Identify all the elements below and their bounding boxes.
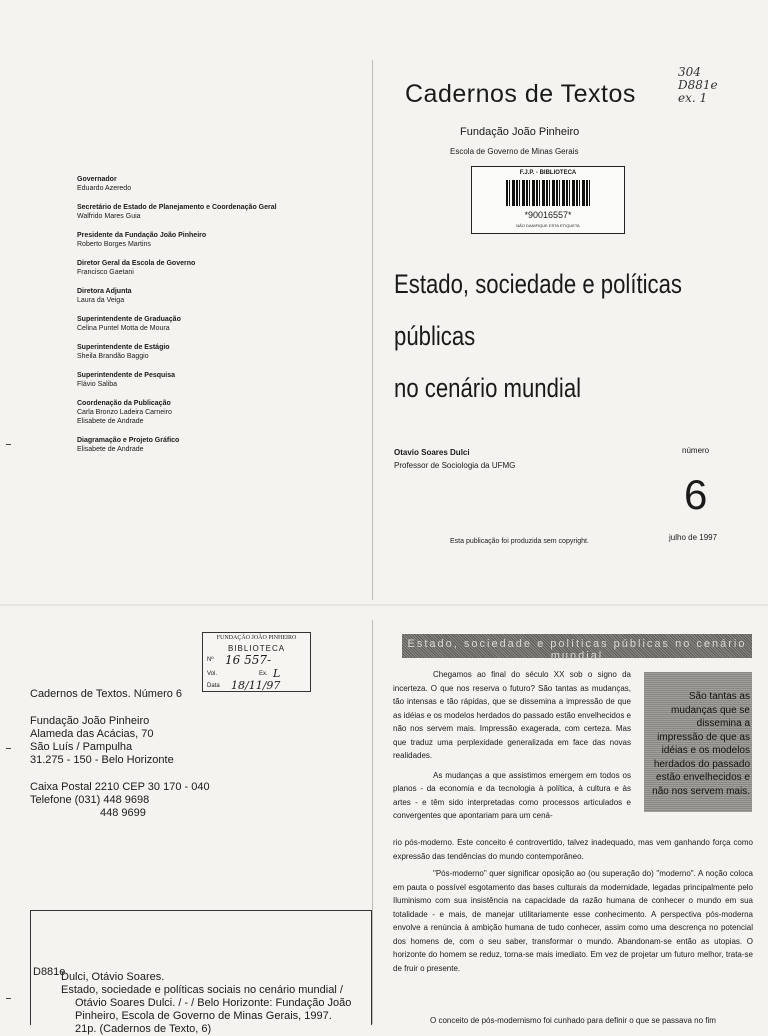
school-name: Escola de Governo de Minas Gerais	[450, 147, 579, 156]
paragraph: "Pós-moderno" quer significar oposição ao (ou superação do) "moderno". A noção coloca em pauta o possível esgotamento das bases culturais da modernidade, legadas principalmente pelo Iluminismo com sua insistência na capacidade da razão humana de conhecer o mundo em sua totalidade - e mais, de manejar utilitariamente esse conhecimento. A perspectiva pós-moderna envolve a renúncia à ambição humana de tudo conhecer, assim como uma descrença no potencial dos homens de, com o seu saber, transformar o mundo. Abandonam-se então as utopias. O horizonte do homem se reduz, torna-se mais imediato. Em vez de projetar um futuro melhor, trata-se de fruir o presente.	[393, 869, 753, 973]
catalog-code: D881e	[33, 966, 66, 978]
paragraph: rio pós-moderno. Este conceito é controvertido, talvez inadequado, mas vem ganhando força como expressão das tendências do mundo contemporâneo.	[393, 838, 753, 861]
stamp-date: 18/11/97	[231, 679, 281, 692]
paragraph: Chegamos ao final do século XX sob o signo da incerteza. O que nos reserva o futuro? São tantas as mudanças, tão intensas e tão rápidas, que se dissemina a impressão de que as idéias e os modelos herdados do passado estão envelhecidos e não nos servem mais. Impressão exagerada, com certeza. Mas que traduz uma perplexidade generalizada em face das novas realidades.	[393, 670, 631, 760]
barcode-icon	[506, 180, 592, 206]
handwritten-call-number: 304 D881e ex. 1	[678, 65, 718, 105]
credit-item: Superintendente de Estágio Sheila Brandão Baggio	[77, 344, 170, 360]
pull-quote: São tantas as mudanças que se dissemina a impressão de que as idéias e os modelos herdados do passado estão envelhecidos e não nos servem mais.	[644, 672, 752, 812]
credit-item: Governador Eduardo Azeredo	[77, 176, 132, 192]
credits-list	[77, 175, 347, 464]
address: Fundação João Pinheiro Alameda das Acácias, 70 São Luís / Pampulha 31.275 - 150 - Belo Horizonte	[30, 715, 174, 766]
issue-number-label: número	[682, 446, 710, 455]
page-fold	[372, 60, 373, 600]
label-warning: NÃO DANIFIQUE ESTA ETIQUETA	[516, 223, 580, 228]
library-barcode-label	[471, 166, 625, 234]
series-number: Cadernos de Textos. Número 6	[30, 688, 183, 700]
paragraph: As mudanças a que assistimos emergem em todos os planos - da economia e da tecnologia à política, à cultura e às artes - e têm sido interpretadas como processos articulados e convergentes que apontariam para um cená-	[393, 770, 631, 820]
label-header: F.J.P. - BIBLIOTECA	[519, 170, 577, 176]
scan-mark	[6, 998, 11, 999]
article-body-wide	[393, 836, 753, 975]
credit-item: Superintendente de Graduação Celina Puntel Motta de Moura	[77, 316, 181, 332]
copyright-note: Esta publicação foi produzida sem copyright.	[450, 538, 589, 545]
issue-number: 6	[684, 471, 708, 518]
credit-item: Presidente da Fundação João Pinheiro Roberto Borges Martins	[77, 232, 207, 248]
credit-item: Secretário de Estado de Planejamento e Coordenação Geral Walfrido Mares Guia	[77, 204, 277, 220]
foundation-name: Fundação João Pinheiro	[460, 126, 580, 138]
page-fold	[372, 620, 373, 1024]
series-title: Cadernos de Textos	[405, 80, 636, 108]
scan-mark	[6, 444, 11, 445]
credit-item: Superintendente de Pesquisa Flávio Saliba	[77, 372, 176, 388]
scan-mark	[6, 748, 11, 749]
article-title: Estado, sociedade e políticas públicas no cenário mundial	[394, 269, 683, 403]
catalog-entry: Dulci, Otávio Soares. Estado, sociedade e políticas sociais no cenário mundial / Otávio Soares Dulci. / - / Belo Horizonte: Fundação João Pinheiro, Escola de Governo de Minas Gerais, 1997. 21p. (Cadernos de Texto, 6)	[61, 971, 352, 1035]
catalog-card	[30, 910, 372, 1035]
article-header-text: Estado, sociedade e políticas públicas no cenário mundial	[407, 638, 747, 662]
credit-item: Coordenação da Publicação Carla Bronzo Ladeira Carneiro Elisabete de Andrade	[77, 400, 172, 425]
stamp-number: 16 557-	[225, 653, 272, 667]
credit-item: Diretor Geral da Escola de Governo Francisco Gaetani	[77, 260, 196, 276]
paragraph: O conceito de pós-modernismo foi cunhado para definir o que se passava no fim	[430, 1016, 716, 1025]
library-stamp: FUNDAÇÃO JOÃO PINHEIRO BIBLIOTECA Nº 16 557- Vol. Ex. L Data 18/11/97	[202, 632, 311, 692]
contact: Caixa Postal 2210 CEP 30 170 - 040 Telefone (031) 448 9698 448 9699	[30, 781, 210, 819]
imprint-block	[30, 688, 210, 834]
article-body-column	[393, 668, 631, 823]
page-divider	[0, 604, 768, 606]
publication-date: julho de 1997	[669, 533, 718, 542]
credit-item: Diagramação e Projeto Gráfico Elisabete de Andrade	[77, 437, 180, 453]
author-affiliation: Professor de Sociologia da UFMG	[394, 461, 516, 470]
credit-item: Diretora Adjunta Laura da Veiga	[77, 288, 132, 304]
author-name: Otavio Soares Dulci	[394, 448, 470, 457]
barcode-number: *90016557*	[524, 210, 572, 220]
